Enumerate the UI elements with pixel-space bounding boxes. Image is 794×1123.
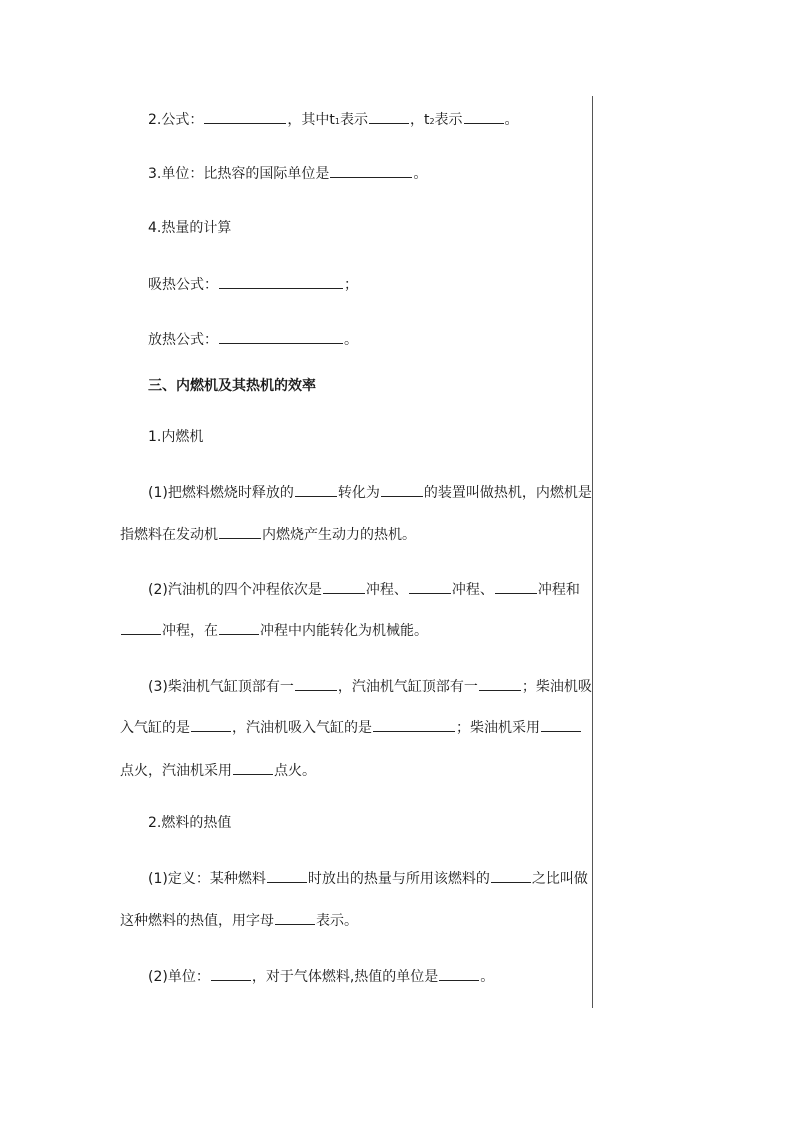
text: ，其中t bbox=[287, 112, 335, 128]
blank[interactable] bbox=[211, 966, 251, 981]
text: 。 bbox=[480, 969, 495, 985]
blank[interactable] bbox=[219, 620, 259, 635]
formula-line bbox=[148, 109, 519, 132]
fuel-heading: 2.燃料的热值 bbox=[148, 815, 232, 831]
blank[interactable] bbox=[541, 717, 581, 732]
text: ，汽油机吸入气缸的是 bbox=[232, 720, 372, 736]
blank[interactable] bbox=[369, 109, 409, 124]
blank[interactable] bbox=[267, 868, 307, 883]
blank[interactable] bbox=[219, 329, 343, 344]
paragraph-line bbox=[120, 910, 358, 931]
unit-line bbox=[148, 163, 427, 184]
paragraph-line bbox=[148, 482, 592, 503]
blank[interactable] bbox=[479, 676, 521, 691]
text: (2)汽油机的四个冲程依次是 bbox=[148, 582, 322, 598]
paragraph-line bbox=[148, 676, 592, 697]
text: 表示 bbox=[434, 112, 463, 128]
blank[interactable] bbox=[295, 676, 337, 691]
release-line bbox=[148, 329, 358, 350]
text: 冲程、 bbox=[451, 582, 494, 598]
blank[interactable] bbox=[409, 579, 451, 594]
blank[interactable] bbox=[233, 760, 273, 775]
text: 冲程中内能转化为机械能。 bbox=[260, 623, 428, 639]
text: 3.单位：比热容的国际单位是 bbox=[148, 166, 330, 182]
blank[interactable] bbox=[219, 274, 343, 289]
text: ，对于气体燃料,热值的单位是 bbox=[251, 969, 439, 985]
blank[interactable] bbox=[464, 109, 504, 124]
text: ；柴油机吸 bbox=[521, 679, 592, 695]
text: 转化为 bbox=[337, 485, 380, 501]
text: (2)单位： bbox=[148, 969, 210, 985]
text: 冲程和 bbox=[537, 582, 580, 598]
paragraph-line bbox=[120, 760, 316, 781]
blank[interactable] bbox=[219, 524, 261, 539]
text: 内燃烧产生动力的热机。 bbox=[262, 527, 416, 543]
absorb-line bbox=[148, 274, 358, 295]
blank[interactable] bbox=[323, 579, 365, 594]
paragraph-line bbox=[148, 966, 494, 987]
blank[interactable] bbox=[495, 579, 537, 594]
text: 点火。 bbox=[274, 763, 316, 779]
text: 放热公式： bbox=[148, 332, 218, 348]
blank[interactable] bbox=[191, 717, 231, 732]
paragraph-line bbox=[120, 524, 416, 545]
paragraph-line bbox=[120, 620, 428, 641]
text: 表示。 bbox=[316, 913, 358, 929]
text: 之比叫做 bbox=[531, 871, 588, 887]
subscript: 2 bbox=[429, 117, 435, 126]
text: 。 bbox=[344, 332, 358, 348]
text: 冲程，在 bbox=[162, 623, 218, 639]
text: 指燃料在发动机 bbox=[120, 527, 218, 543]
text: (1)把燃料燃烧时释放的 bbox=[148, 485, 294, 501]
text: 的装置叫做热机，内燃机是 bbox=[423, 485, 592, 501]
engine-heading: 1.内燃机 bbox=[148, 429, 204, 445]
text: ，汽油机气缸顶部有一 bbox=[337, 679, 478, 695]
text: ，t bbox=[409, 112, 430, 128]
text: 点火，汽油机采用 bbox=[120, 763, 232, 779]
text: 。 bbox=[413, 166, 428, 182]
text: 2.公式： bbox=[148, 112, 204, 128]
text: 入气缸的是 bbox=[120, 720, 190, 736]
text: 吸热公式： bbox=[148, 277, 218, 293]
paragraph-line bbox=[120, 717, 582, 738]
text: ；柴油机采用 bbox=[456, 720, 540, 736]
text: (1)定义：某种燃料 bbox=[148, 871, 266, 887]
text: 。 bbox=[504, 112, 519, 128]
text: ； bbox=[344, 277, 358, 293]
blank[interactable] bbox=[204, 109, 286, 124]
blank[interactable] bbox=[381, 482, 423, 497]
blank[interactable] bbox=[373, 717, 455, 732]
heat-calc-heading: 4.热量的计算 bbox=[148, 220, 232, 236]
subscript: 1 bbox=[334, 117, 340, 126]
text: 表示 bbox=[339, 112, 368, 128]
paragraph-line bbox=[148, 579, 580, 600]
text: (3)柴油机气缸顶部有一 bbox=[148, 679, 294, 695]
text: 冲程、 bbox=[365, 582, 408, 598]
text: 时放出的热量与所用该燃料的 bbox=[307, 871, 490, 887]
text: 这种燃料的热值，用字母 bbox=[120, 913, 274, 929]
blank[interactable] bbox=[330, 163, 412, 178]
blank[interactable] bbox=[491, 868, 531, 883]
blank[interactable] bbox=[275, 910, 315, 925]
paragraph-line bbox=[148, 868, 588, 889]
blank[interactable] bbox=[121, 620, 161, 635]
blank[interactable] bbox=[295, 482, 337, 497]
blank[interactable] bbox=[439, 966, 479, 981]
margin-rule bbox=[592, 96, 593, 1008]
section-heading: 三、内燃机及其热机的效率 bbox=[148, 378, 316, 394]
